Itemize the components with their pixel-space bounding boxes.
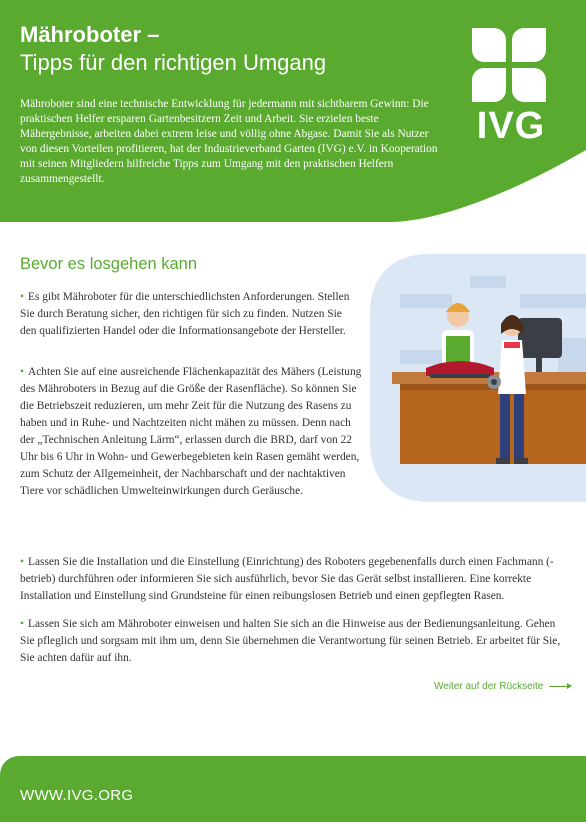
bullet-marker: •: [20, 618, 24, 630]
shop-scene-image: [370, 254, 586, 502]
continue-overleaf-link[interactable]: [434, 681, 571, 692]
continue-overleaf-label: Weiter auf der Rückseite: [434, 681, 544, 692]
bullet-item: [20, 554, 568, 605]
bullet-text: Lassen Sie die Installation und die Einstellung (Einrichtung) des Roboters gegebenenfalls durch einen Fachmann (-betrieb) durchführen oder informieren Sie sich ausführlich, bevor Sie das Gerät selbst installieren. Eine korrekte Installation und Einstellung sind Grundsteine für einen reibungslosen Betrieb und einen gepflegten Rasen.: [20, 556, 554, 602]
bullet-text: Lassen Sie sich am Mähroboter einweisen und halten Sie sich an die Hinweise aus der Bedienungsanleitung. Gehen Sie pfleglich und sorgsam mit ihm um, denn Sie übernehmen die Verantwortung für seinen Betrieb. Er arbeitet für Sie, Sie achten dafür auf ihn.: [20, 618, 561, 664]
bullet-text: Es gibt Mähroboter für die unterschiedlichsten Anforderungen. Stellen Sie durch Beratung sicher, den richtigen für sich zu finden. Nutzen Sie den qualifizierten Handel oder die Informationsangebote der Hersteller.: [20, 291, 350, 337]
bullet-marker: •: [20, 291, 24, 303]
section-title: Bevor es losgehen kann: [20, 255, 198, 273]
bullet-item: [20, 616, 568, 667]
page-title: Mähroboter –: [20, 22, 160, 47]
ivg-logo: [470, 26, 548, 147]
bullet-marker: •: [20, 556, 24, 568]
bullet-marker: •: [20, 366, 24, 378]
bullet-item: [20, 364, 365, 500]
arrow-right-icon: [549, 686, 571, 687]
bullet-item: [20, 289, 350, 340]
four-leaf-logo-icon: [470, 26, 548, 104]
shop-illustration: [370, 254, 586, 502]
bullet-text: Achten Sie auf eine ausreichende Flächenkapazität des Mähers (Leistung des Mähroboters in Bezug auf die Größe der Rasenfläche). So können Sie die Betriebszeit reduzieren, um mehr Zeit für die Nutzung des Rasens zu haben und in Ruhe- und Nachtzeiten nicht mähen zu müssen. Denn nach der „Technischen Anleitung Lärm“, erlassen durch die BRD, darf von 22 Uhr bis 6 Uhr in Wohn- und Gewerbegebieten kein Rasen gemäht werden, zum Schutz der Allgemeinheit, der Nachbarschaft und der nachtaktiven Tiere vor schädlichen Umwelteinwirkungen durch Geräusche.: [20, 366, 362, 497]
intro-paragraph: Mähroboter sind eine technische Entwicklung für jedermann mit sichtbarem Gewinn: Die praktischen Helfer ersparen Gartenbesitzern Zeit und Arbeit. Sie erzielen beste Mähergebnisse, arbeiten dabei extrem leise und völlig ohne Abgase. Damit Sie als Nutzer von diesen Vorteilen profitieren, hat der Industrieverband Garten (IVG) e.V. in Kooperation mit seinen Mitgliedern hilfreiche Tipps zum Umgang mit den praktischen Helfern zusammengestellt.: [20, 98, 438, 185]
website-link[interactable]: WWW.IVG.ORG: [20, 787, 134, 804]
logo-text: IVG: [476, 105, 546, 147]
page-subtitle: Tipps für den richtigen Umgang: [20, 50, 327, 75]
